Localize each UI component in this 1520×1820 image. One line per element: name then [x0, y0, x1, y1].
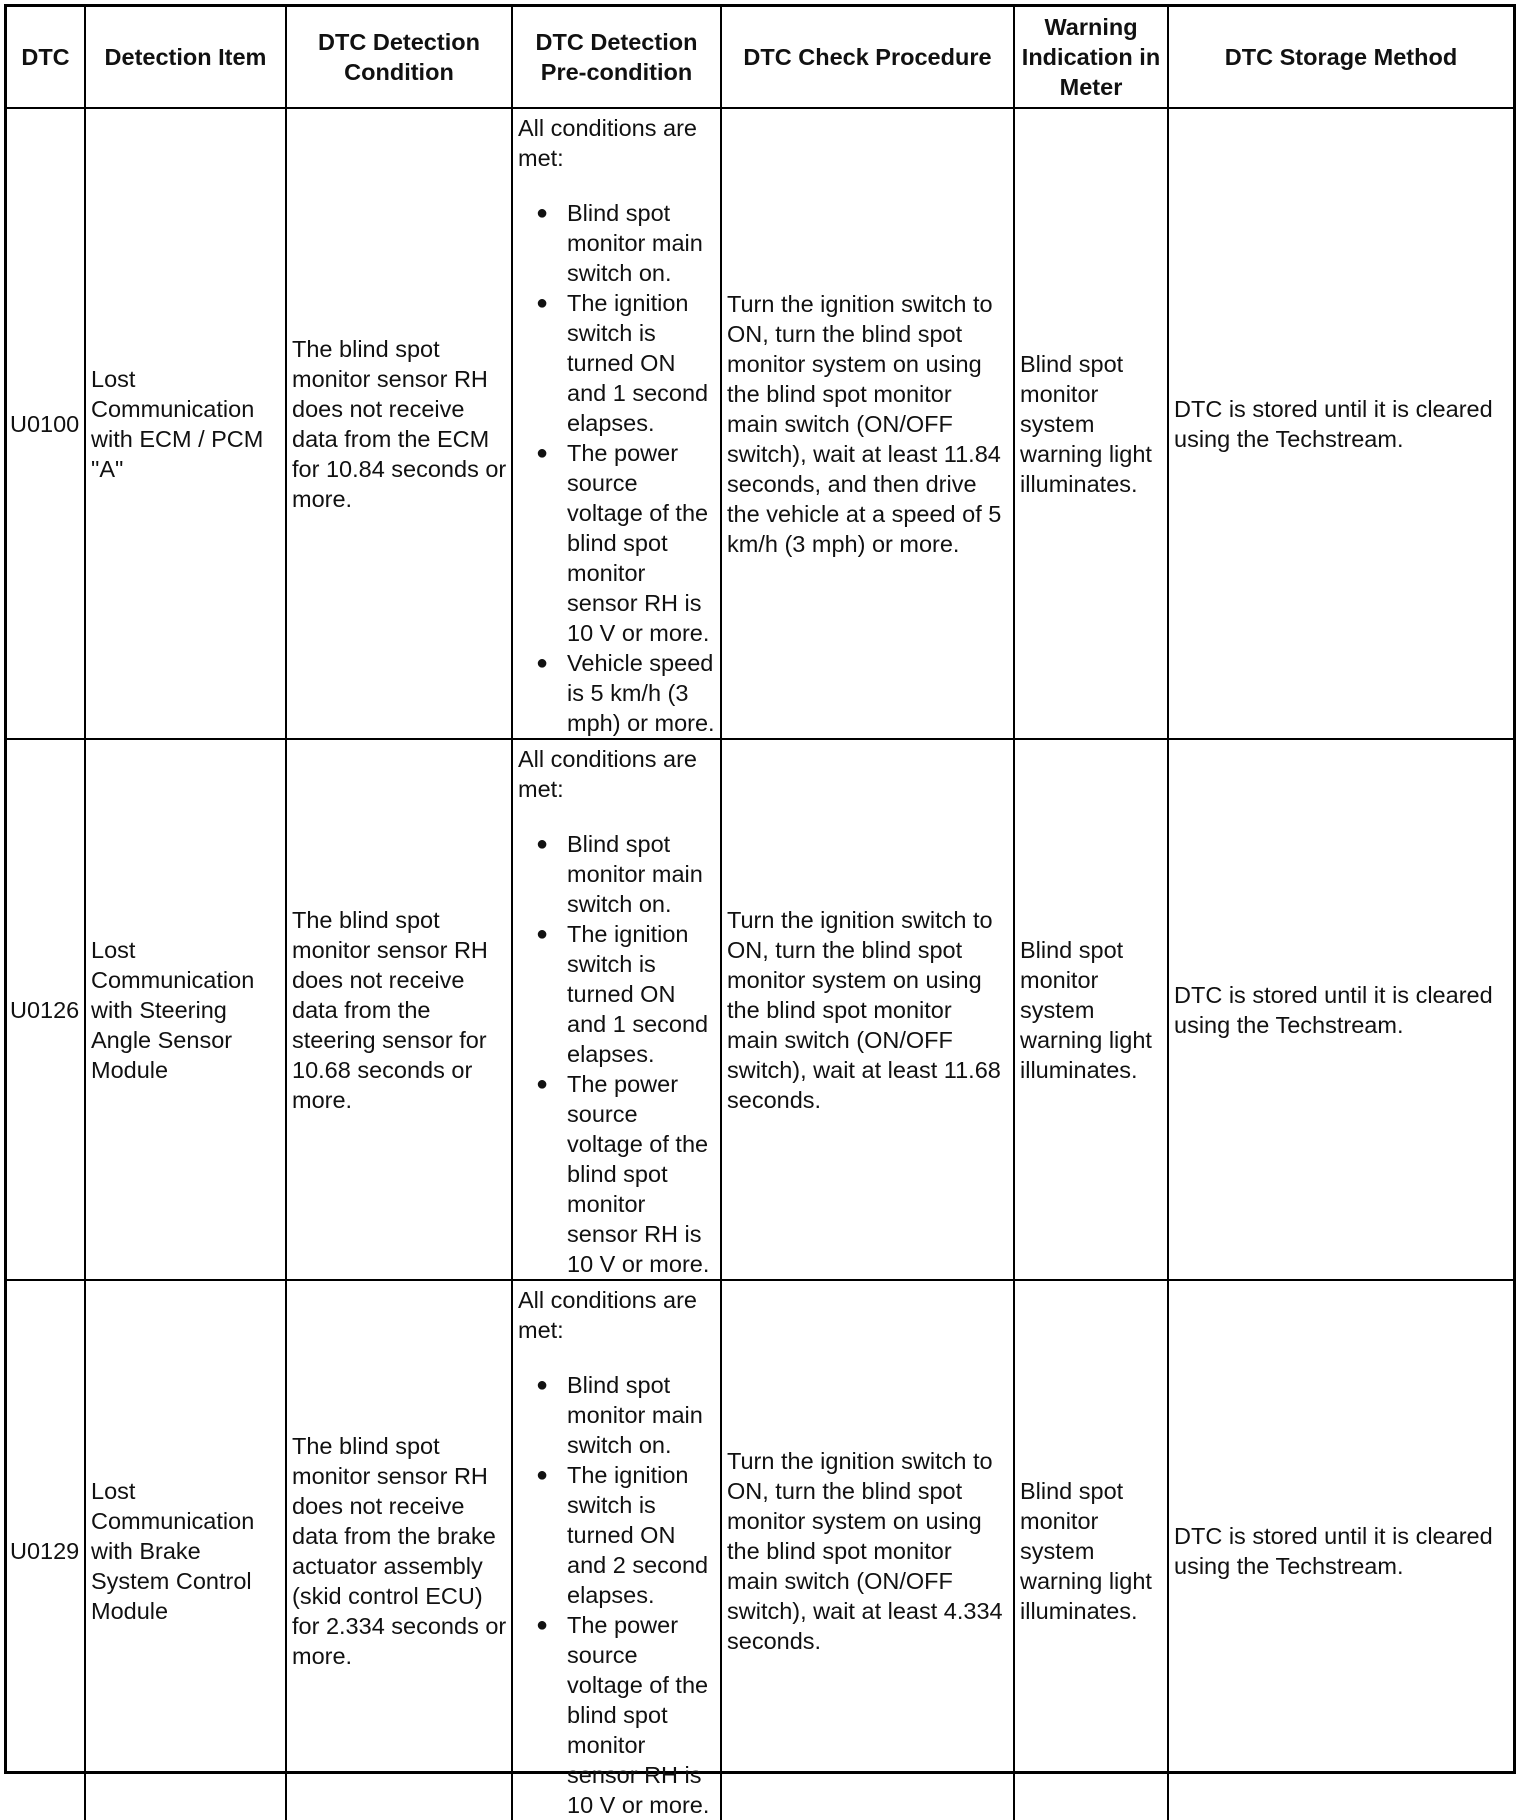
check-procedure: Turn the ignition switch to ON, turn the blind spot monitor system on using the blind spot monitor main switch (ON/OFF switch), wait at least 4.334 seconds. — [721, 1280, 1014, 1820]
pre-condition-item: ● The ignition switch is turned ON and 1 second elapses. — [518, 288, 716, 438]
warning-indication: Blind spot monitor system warning light illuminates. — [1014, 739, 1168, 1280]
table-row — [7, 739, 1513, 1280]
header-dtc: DTC — [7, 7, 85, 108]
pre-condition — [512, 108, 721, 739]
detection-condition: The blind spot monitor sensor RH does not receive data from the steering sensor for 10.68 seconds or more. — [286, 739, 512, 1280]
table-row — [7, 108, 1513, 739]
pre-condition-item: ● Blind spot monitor main switch on. — [518, 198, 716, 288]
pre-condition — [512, 1280, 721, 1820]
check-procedure: Turn the ignition switch to ON, turn the blind spot monitor system on using the blind spot monitor main switch (ON/OFF switch), wait at least 11.68 seconds. — [721, 739, 1014, 1280]
warning-indication: Blind spot monitor system warning light illuminates. — [1014, 108, 1168, 739]
storage-method: DTC is stored until it is cleared using the Techstream. — [1168, 739, 1513, 1280]
header-detection-item: Detection Item — [85, 7, 286, 108]
pre-condition-intro: All conditions are met: — [518, 746, 697, 802]
detection-item: Lost Communication with ECM / PCM "A" — [85, 108, 286, 739]
pre-condition-list — [518, 198, 716, 738]
pre-condition-intro: All conditions are met: — [518, 1287, 697, 1343]
pre-condition-list — [518, 1370, 716, 1820]
storage-method: DTC is stored until it is cleared using the Techstream. — [1168, 1280, 1513, 1820]
header-check-procedure: DTC Check Procedure — [721, 7, 1014, 108]
header-storage-method: DTC Storage Method — [1168, 7, 1513, 108]
detection-condition: The blind spot monitor sensor RH does not receive data from the brake actuator assembly (skid control ECU) for 2.334 seconds or more. — [286, 1280, 512, 1820]
pre-condition-item: ● The power source voltage of the blind spot monitor sensor RH is 10 V or more. — [518, 438, 716, 648]
pre-condition-item: ● The ignition switch is turned ON and 1 second elapses. — [518, 919, 716, 1069]
header-row — [7, 7, 1513, 108]
pre-condition-item: ● The power source voltage of the blind spot monitor sensor RH is 10 V or more. — [518, 1069, 716, 1279]
dtc-table — [7, 7, 1513, 1820]
detection-item: Lost Communication with Steering Angle Sensor Module — [85, 739, 286, 1280]
pre-condition-item: ● The ignition switch is turned ON and 2 second elapses. — [518, 1460, 716, 1610]
dtc-code: U0100 — [7, 108, 85, 739]
dtc-code: U0126 — [7, 739, 85, 1280]
header-detection-condition: DTC Detection Condition — [286, 7, 512, 108]
dtc-code: U0129 — [7, 1280, 85, 1820]
pre-condition-item: ● The power source voltage of the blind spot monitor sensor RH is 10 V or more. — [518, 1610, 716, 1820]
detection-item: Lost Communication with Brake System Control Module — [85, 1280, 286, 1820]
header-warning-indication: Warning Indication in Meter — [1014, 7, 1168, 108]
pre-condition-item: ● Blind spot monitor main switch on. — [518, 1370, 716, 1460]
pre-condition — [512, 739, 721, 1280]
detection-condition: The blind spot monitor sensor RH does not receive data from the ECM for 10.84 seconds or more. — [286, 108, 512, 739]
storage-method: DTC is stored until it is cleared using the Techstream. — [1168, 108, 1513, 739]
header-pre-condition: DTC Detection Pre-condition — [512, 7, 721, 108]
warning-indication: Blind spot monitor system warning light illuminates. — [1014, 1280, 1168, 1820]
pre-condition-list — [518, 829, 716, 1279]
table-row — [7, 1280, 1513, 1820]
pre-condition-item: ● Blind spot monitor main switch on. — [518, 829, 716, 919]
check-procedure: Turn the ignition switch to ON, turn the blind spot monitor system on using the blind spot monitor main switch (ON/OFF switch), wait at least 11.84 seconds, and then drive the vehicle at a speed of 5 km/h (3 mph) or more. — [721, 108, 1014, 739]
pre-condition-intro: All conditions are met: — [518, 115, 697, 171]
dtc-table-container — [4, 4, 1516, 1818]
pre-condition-item: ● Vehicle speed is 5 km/h (3 mph) or more. — [518, 648, 716, 738]
